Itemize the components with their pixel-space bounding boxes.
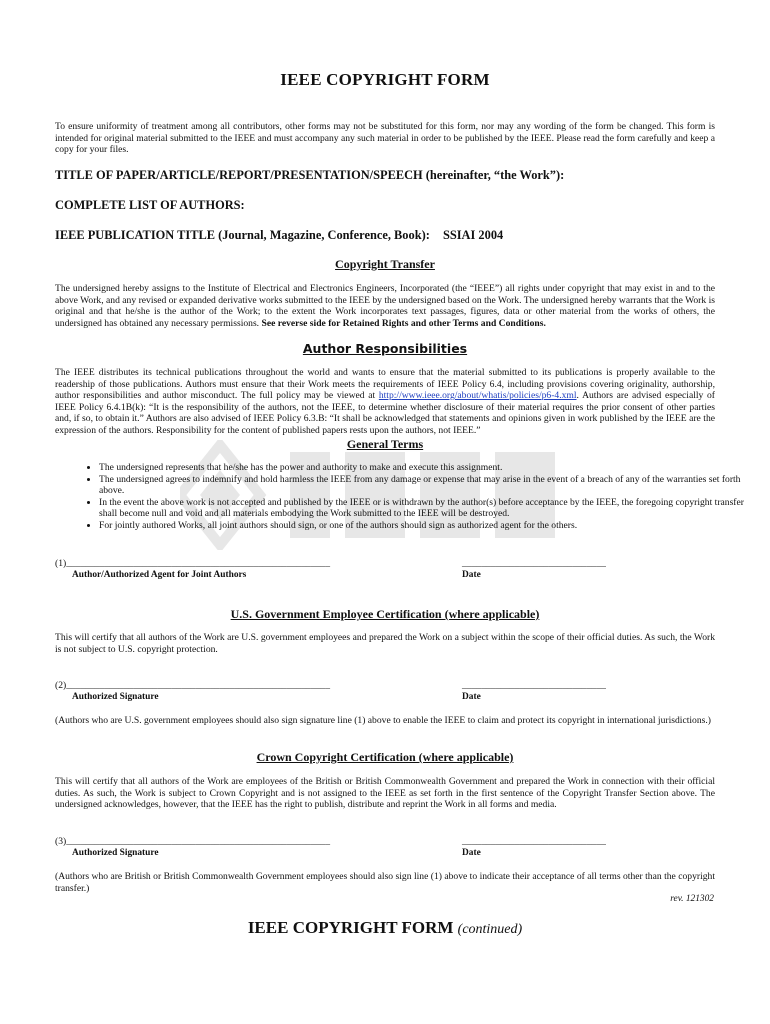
- date-line-1[interactable]: ______________________________: [462, 558, 606, 569]
- date-label-2: Date: [462, 692, 481, 702]
- form-title-continued-suffix: (continued): [457, 922, 523, 937]
- list-item: • For jointly authored Works, all joint authors should sign, or one of the authors should sign as authorized agent for the others.: [99, 520, 759, 532]
- signature-line-1-blank: _______________________________________________________: [66, 558, 331, 569]
- copyright-transfer-heading: Copyright Transfer: [335, 257, 435, 271]
- us-gov-paragraph: This will certify that all authors of the Work are U.S. government employees and prepared the Work on a subject within the scope of their official duties. As such, the Work is not subject to U.S. copyright protection.: [55, 632, 715, 655]
- signature-line-3-number: (3): [55, 836, 67, 847]
- crown-copyright-heading: Crown Copyright Certification (where applicable): [256, 750, 514, 764]
- publication-title-value: SSIAI 2004: [442, 228, 504, 242]
- crown-copyright-note: (Authors who are British or British Commonwealth Government employees should also sign line (1) above to indicate their acceptance of all terms other than the copyright transfer.): [55, 871, 715, 894]
- signature-line-2-label: Authorized Signature: [72, 692, 159, 702]
- signature-line-2-number: (2): [55, 680, 67, 691]
- signature-line-2-blank: _______________________________________________________: [66, 680, 331, 691]
- author-responsibilities-body-pre: The IEEE distributes its technical publications throughout the world and wants to ensure that the material submitted to its publications is properly available to the readership of those publications. Authors must ensure that their Work meets the requirements of IEEE Policy 6.4, including provisions covering originality, authorship, author responsibilities and author misconduct. The full policy may be viewed at: [55, 367, 715, 402]
- form-title-continued: [0, 918, 770, 938]
- us-gov-note: (Authors who are U.S. government employees should also sign signature line (1) above to enable the IEEE to claim and protect its copyright in international jurisdictions.): [55, 715, 711, 726]
- author-responsibilities-body-post: . Authors are advised especially of IEEE Policy 6.4.1B(k): “It is the responsibility of the authors, not the IEEE, to determine whether disclosure of their material requires the prior consent of other parties and, if so, to obtain it.” Authors are also advised of IEEE Policy 6.3.B: “It shall be acknowledged that statements and opinions given in work published by the IEEE are the expression of the authors. Responsibility for the content of published papers rests upon the authors, not IEEE.”: [55, 390, 715, 436]
- signature-line-2[interactable]: [55, 680, 330, 691]
- signature-line-3-label: Authorized Signature: [72, 848, 159, 858]
- general-terms-list: [55, 462, 759, 532]
- author-responsibilities-heading: Author Responsibilities: [302, 341, 468, 356]
- policy-link[interactable]: http://www.ieee.org/about/whatis/policies/p6-4.xml: [378, 390, 577, 402]
- copyright-transfer-note: See reverse side for Retained Rights and other Terms and Conditions.: [261, 317, 546, 329]
- date-line-2[interactable]: ______________________________: [462, 680, 606, 691]
- list-item: • In the event the above work is not accepted and published by the IEEE or is withdrawn by the author(s) before acceptance by the IEEE, the foregoing copyright transfer shall become null and void and all materials embodying the Work submitted to the IEEE will be destroyed.: [99, 497, 759, 520]
- date-label-1: Date: [462, 570, 481, 580]
- signature-line-1-label: Author/Authorized Agent for Joint Authors: [72, 570, 247, 580]
- form-title-continued-main: IEEE COPYRIGHT FORM: [247, 918, 454, 937]
- crown-copyright-paragraph: This will certify that all authors of the Work are employees of the British or British Commonwealth Government and prepared the Work in connection with their official duties. As such, the Work is subject to Crown Copyright and is not assigned to the IEEE as set forth in the first sentence of the Copyright Transfer Section above. The undersigned acknowledges, however, that the IEEE has the right to publish, distribute and reprint the Work in all forms and media.: [55, 776, 715, 811]
- title-of-paper-field[interactable]: TITLE OF PAPER/ARTICLE/REPORT/PRESENTATION/SPEECH (hereinafter, “the Work”):: [55, 168, 565, 182]
- date-label-3: Date: [462, 848, 481, 858]
- author-responsibilities-paragraph: [55, 367, 715, 437]
- signature-line-1-number: (1): [55, 558, 67, 569]
- general-terms-heading: General Terms: [346, 437, 424, 451]
- copyright-transfer-body: The undersigned hereby assigns to the Institute of Electrical and Electronics Engineers, Incorporated (the “IEEE”) all rights under copyright that may exist in and to the above Work, and any revised or expanded derivative works submitted to the IEEE by the undersigned based on the Work. The undersigned hereby warrants that the Work is original and that he/she is the author of the Work; to the extent the Work incorporates text passages, figures, data or other material from the works of others, the undersigned has obtained any necessary permissions.: [55, 283, 715, 329]
- date-line-3[interactable]: ______________________________: [462, 836, 606, 847]
- signature-line-3-blank: _______________________________________________________: [66, 836, 331, 847]
- list-item: • The undersigned agrees to indemnify and hold harmless the IEEE from any damage or expense that may arise in the event of a breach of any of the warranties set forth above.: [99, 474, 759, 497]
- revision-label: rev. 121302: [670, 894, 714, 904]
- copyright-transfer-paragraph: [55, 283, 715, 329]
- intro-paragraph: To ensure uniformity of treatment among all contributors, other forms may not be substituted for this form, nor may any wording of the form be changed. This form is intended for original material submitted to the IEEE and must accompany any such material in order to be published by the IEEE. Please read the form carefully and keep a copy for your files.: [55, 121, 715, 156]
- us-gov-heading: U.S. Government Employee Certification (where applicable): [230, 607, 540, 621]
- list-item: • The undersigned represents that he/she has the power and authority to make and execute this assignment.: [99, 462, 759, 474]
- form-title: IEEE COPYRIGHT FORM: [280, 70, 490, 89]
- signature-line-1[interactable]: [55, 558, 330, 569]
- publication-title-field[interactable]: [55, 228, 503, 243]
- signature-line-3[interactable]: [55, 836, 330, 847]
- publication-title-label: IEEE PUBLICATION TITLE (Journal, Magazine, Conference, Book):: [55, 228, 430, 242]
- authors-field[interactable]: COMPLETE LIST OF AUTHORS:: [55, 198, 245, 212]
